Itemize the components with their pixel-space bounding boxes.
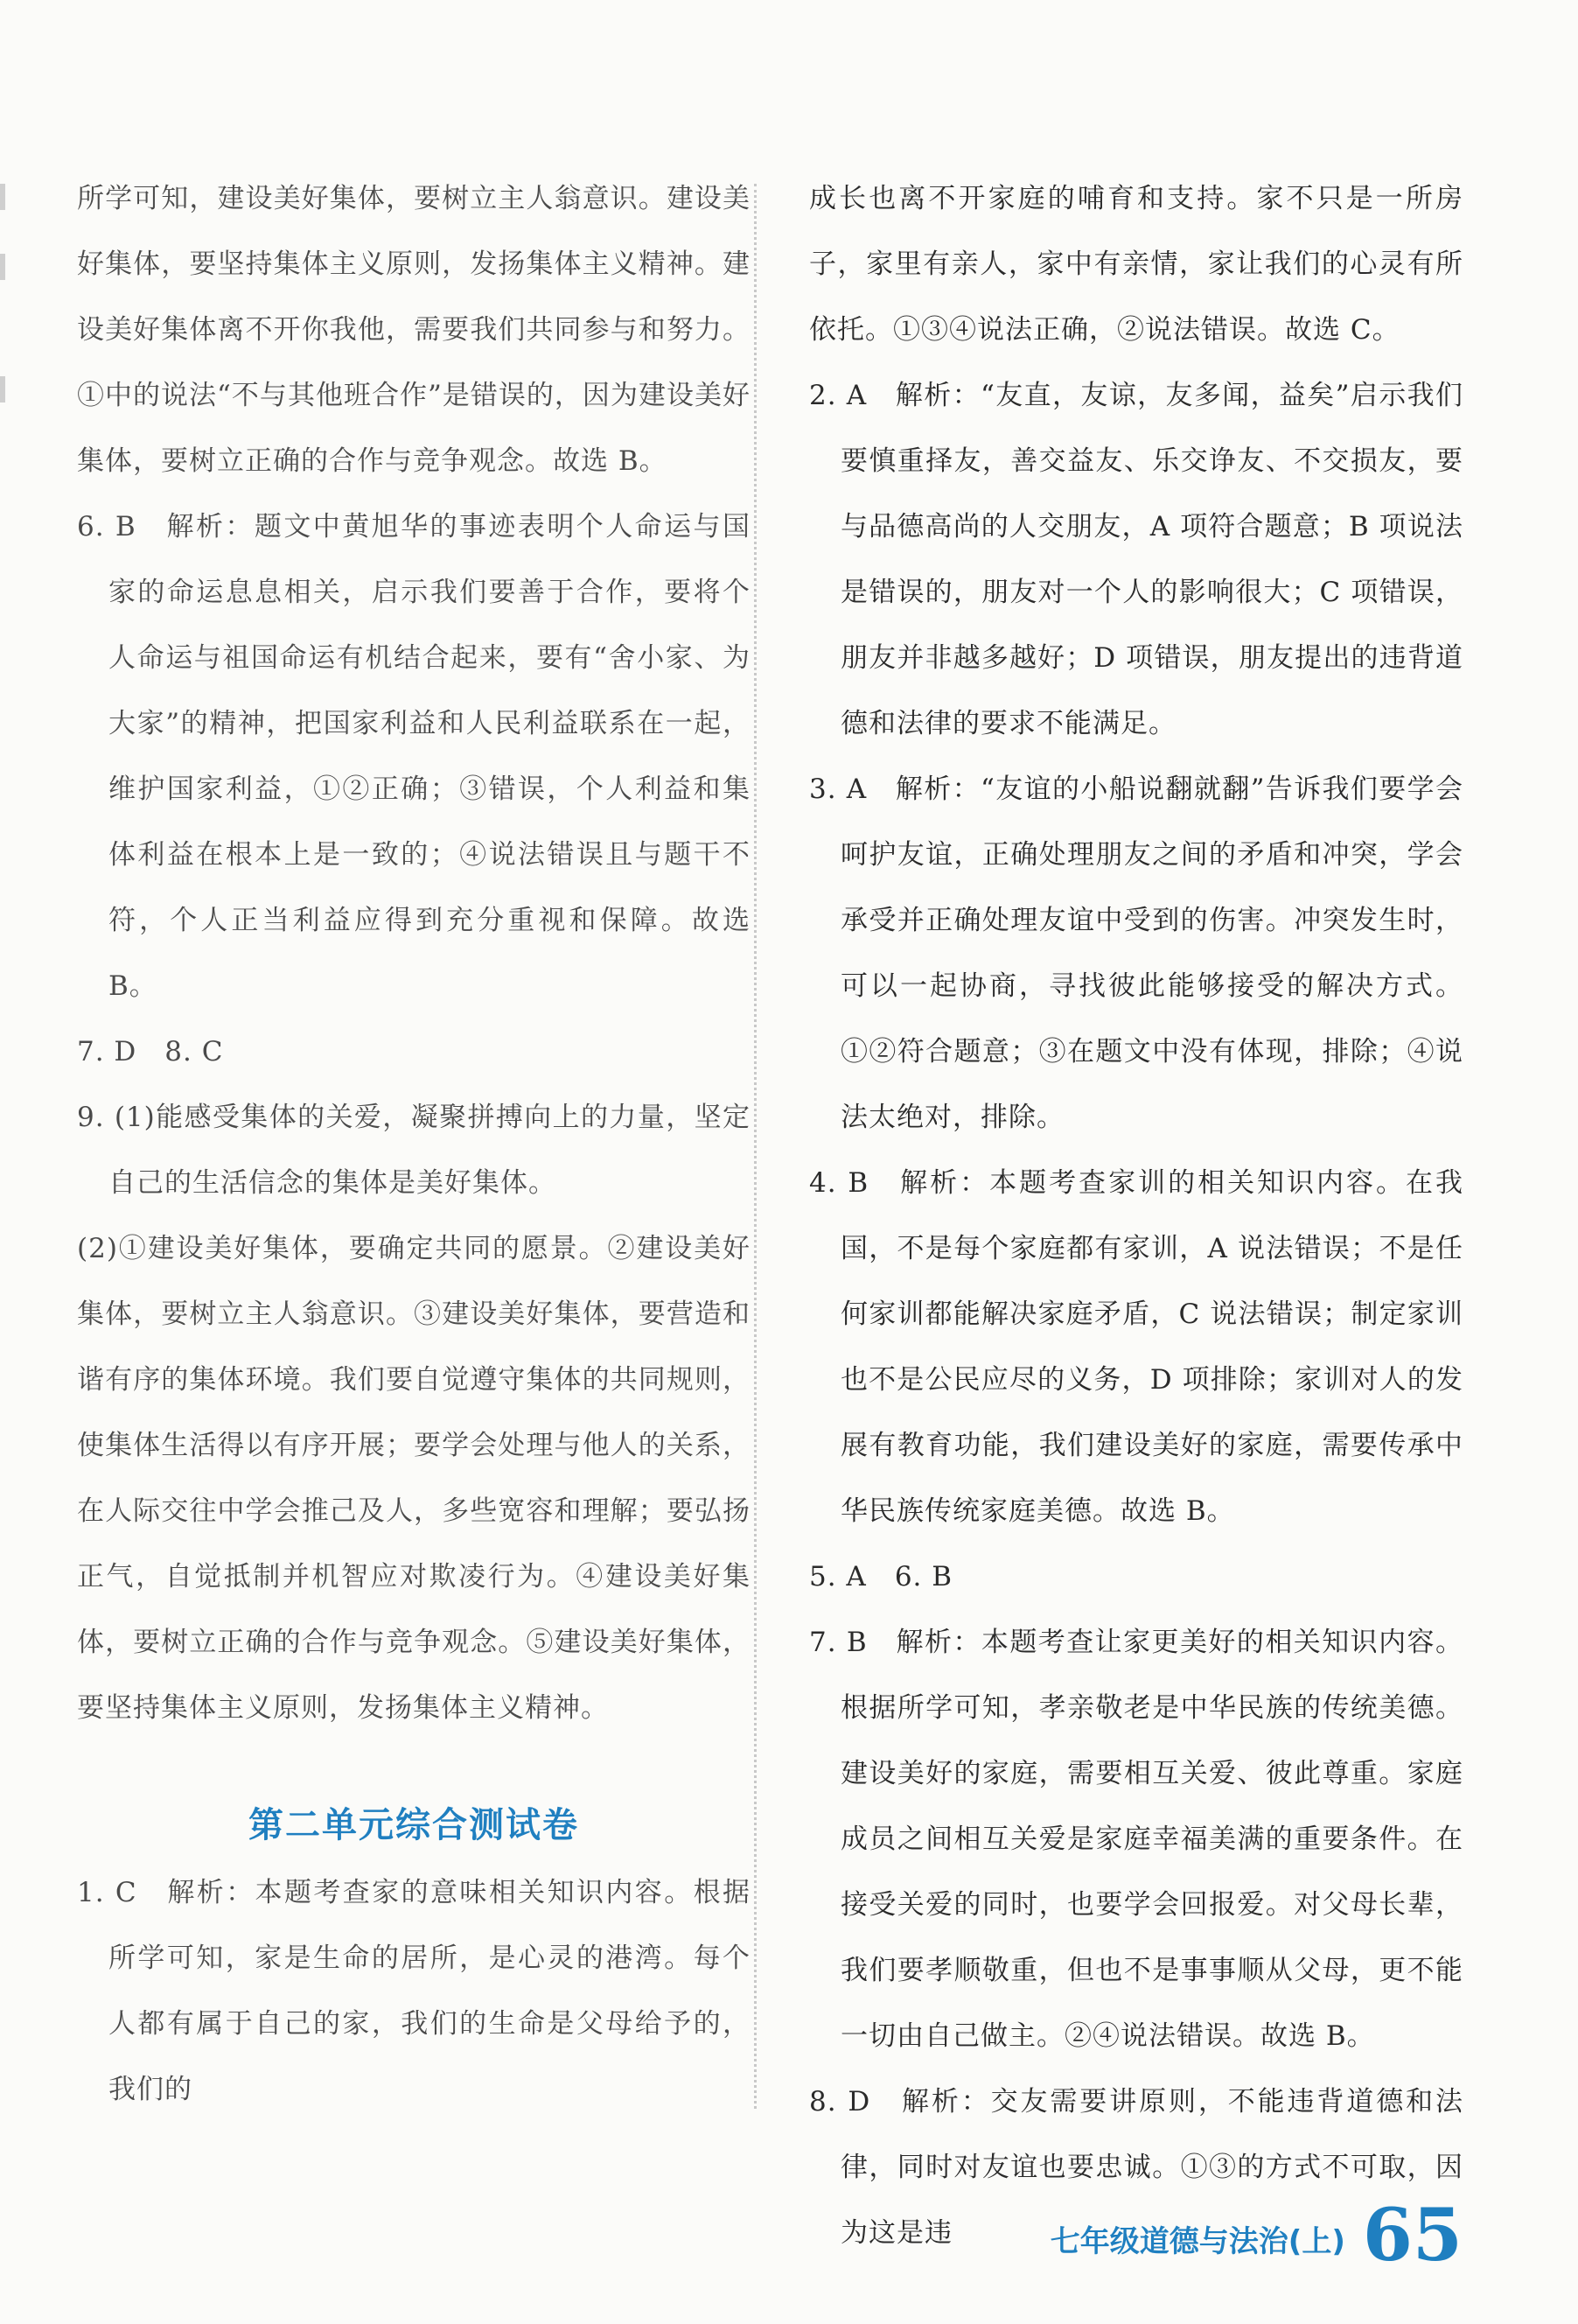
page-edge-mark [0,254,5,280]
answer-item-9-part2: (2)①建设美好集体，要确定共同的愿景。②建设美好集体，要树立主人翁意识。③建设美好集体，要营造和谐有序的集体环境。我们要自觉遵守集体的共同规则，使集体生活得以有序开展；要学会处理与他人的关系，在人际交往中学会推己及人，多些宽容和理解；要弘扬正气，自觉抵制并机智应对欺凌行为。④建设美好集体，要树立正确的合作与竞争观念。⑤建设美好集体，要坚持集体主义原则，发扬集体主义精神。 [77,1233,751,1724]
answer-continuation-right: 成长也离不开家庭的哺育和支持。家不只是一所房子，家里有亲人，家中有亲情，家让我们的心灵有所依托。①③④说法正确，②说法错误。故选 C。 [809,183,1463,346]
page-edge-mark [0,184,5,210]
page-number: 65 [1362,2194,1463,2278]
answer-item-s2-1: 1. C 解析：本题考查家的意味相关知识内容。根据所学可知，家是生命的居所，是心灵的港湾。每个人都有属于自己的家，我们的生命是父母给予的，我们的 [77,1877,751,2105]
column-divider [754,184,757,2109]
answer-item-4: 4. B 解析：本题考查家训的相关知识内容。在我国，不是每个家庭都有家训，A 说法错误；不是任何家训都能解决家庭矛盾，C 说法错误；制定家训也不是公民应尽的义务，D 项排除；家训对人的发展有教育功能，我们建设美好的家庭，需要传承中华民族传统家庭美德。故选 B。 [809,1167,1463,1527]
answer-item-2: 2. A 解析：“友直，友谅，友多闻，益矣”启示我们要慎重择友，善交益友、乐交诤友、不交损友，要与品德高尚的人交朋友，A 项符合题意；B 项说法是错误的，朋友对一个人的影响很大；C 项错误，朋友并非越多越好；D 项错误，朋友提出的违背道德和法律的要求不能满足。 [809,380,1463,739]
right-column [809,166,1463,2266]
footer-subject: 七年级道德与法治(上) [1050,2224,1345,2259]
answer-item-9-part1: 9. (1)能感受集体的关爱，凝聚拼搏向上的力量，坚定自己的生活信念的集体是美好集体。 [77,1102,751,1199]
answer-continuation: 所学可知，建设美好集体，要树立主人翁意识。建设美好集体，要坚持集体主义原则，发扬集体主义精神。建设美好集体离不开你我他，需要我们共同参与和努力。①中的说法“不与其他班合作”是错误的，因为建设美好集体，要树立正确的合作与竞争观念。故选 B。 [77,183,751,477]
section-title: 第二单元综合测试卷 [248,1805,579,1845]
page-edge-mark [0,376,5,402]
answer-item-5-6: 5. A 6. B [809,1561,953,1592]
answer-item-7: 7. B 解析：本题考查让家更美好的相关知识内容。根据所学可知，孝亲敬老是中华民族的传统美德。建设美好的家庭，需要相互关爱、彼此尊重。家庭成员之间相互关爱是家庭幸福美满的重要条件。在接受关爱的同时，也要学会回报爱。对父母长辈，我们要孝顺敬重，但也不是事事顺从父母，更不能一切由自己做主。②④说法错误。故选 B。 [809,1627,1463,2052]
page-footer [1050,2194,1463,2278]
answer-item-3: 3. A 解析：“友谊的小船说翻就翻”告诉我们要学会呵护友谊，正确处理朋友之间的矛盾和冲突，学会承受并正确处理友谊中受到的伤害。冲突发生时，可以一起协商，寻找彼此能够接受的解决方式。①②符合题意；③在题文中没有体现，排除；④说法太绝对，排除。 [809,774,1463,1133]
left-column [77,166,751,2123]
answer-item-8: 8. D 解析：交友需要讲原则，不能违背道德和法律，同时对友谊也要忠诚。①③的方式不可取，因为这是违 [809,2086,1463,2249]
answer-item-7-8: 7. D 8. C [77,1036,224,1068]
answer-item-6: 6. B 解析：题文中黄旭华的事迹表明个人命运与国家的命运息息相关，启示我们要善于合作，要将个人命运与祖国命运有机结合起来，要有“舍小家、为大家”的精神，把国家利益和人民利益联系在一起，维护国家利益，①②正确；③错误，个人利益和集体利益在根本上是一致的；④说法错误且与题干不符，个人正当利益应得到充分重视和保障。故选 B。 [77,511,751,1002]
